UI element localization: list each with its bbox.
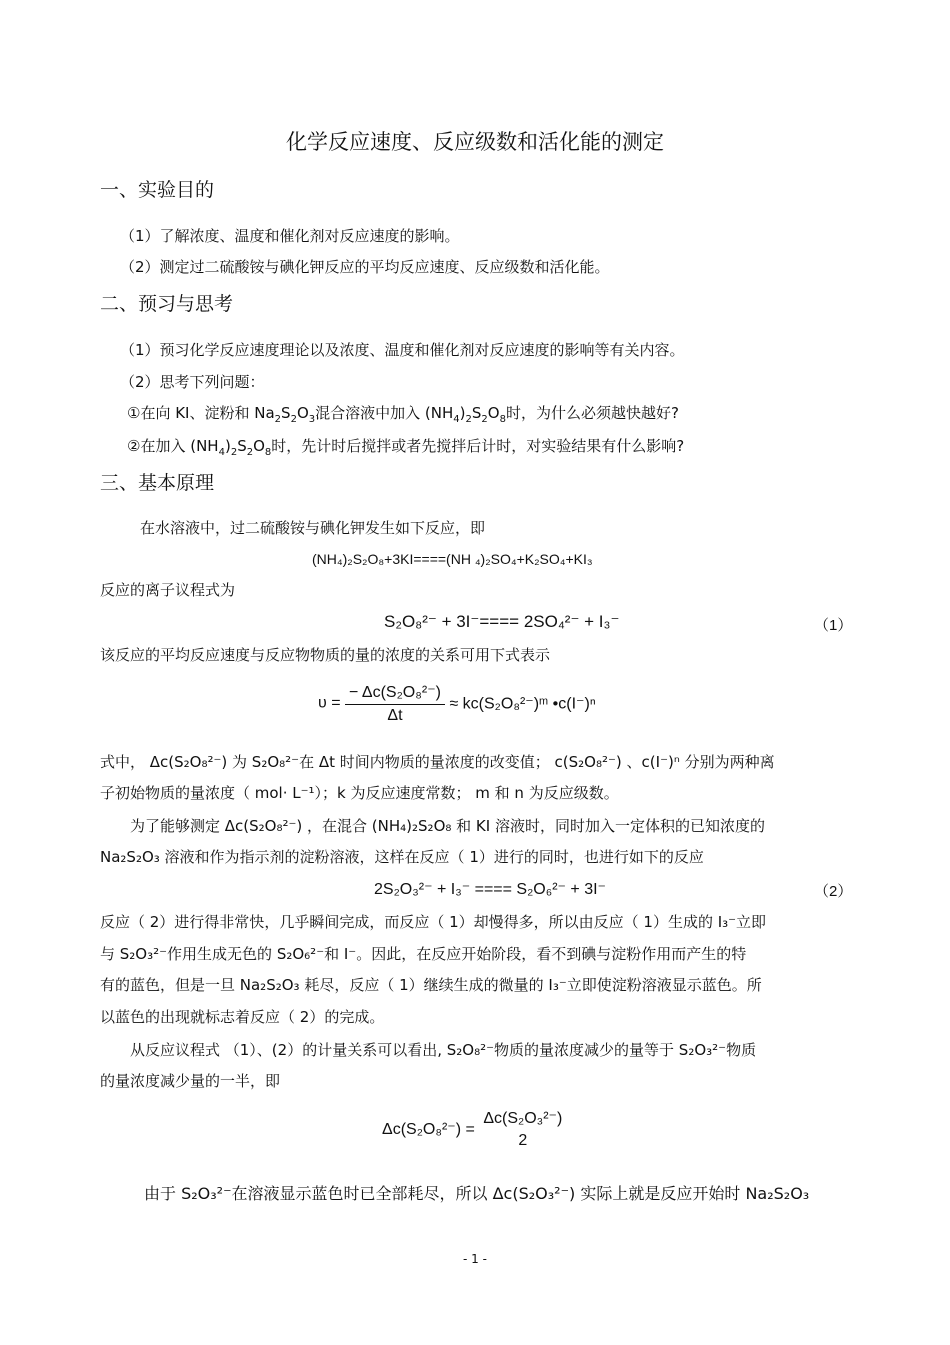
s3-paragraph-6a: 反应（ 2）进行得非常快，几乎瞬间完成，而反应（ 1）却慢得多，所以由反应（ 1）生成的 I₃⁻立即 [100, 913, 767, 931]
rate-fraction: $\frac{\text{− Δc(S₂O₈²⁻)}}{\Delta t}$ [345, 682, 445, 725]
section-3-heading: 三、基本原理 [100, 472, 215, 494]
reaction-equation: (NH₄)₂S₂O₈+3KI====(NH ₄)₂SO₄+K₂SO₄+KI₃ [312, 551, 593, 567]
s3-paragraph-4a: 式中， Δc(S₂O₈²⁻) 为 S₂O₈²⁻在 Δt 时间内物质的量浓度的改变值； c(S₂O₈²⁻) 、c(I⁻)ⁿ 分别为两种离 [100, 753, 775, 771]
s3-paragraph-1: 在水溶液中，过二硫酸铵与碘化钾发生如下反应，即 [140, 519, 486, 537]
s3-paragraph-6b: 与 S₂O₃²⁻作用生成无色的 S₂O₆²⁻和 I⁻。因此，在反应开始阶段，看不到碘与淀粉作用而产生的特 [100, 945, 747, 963]
section-2-heading: 二、预习与思考 [100, 293, 234, 315]
s3-paragraph-3: 该反应的平均反应速度与反应物物质的量的浓度的关系可用下式表示 [100, 646, 551, 664]
equation-number-2: （2） [814, 883, 853, 900]
s2-item-1: （1）预习化学反应速度理论以及浓度、温度和催化剂对反应速度的影响等有关内容。 [120, 341, 685, 359]
s2-item-2: （2）思考下列问题： [120, 373, 265, 391]
s3-paragraph-2: 反应的离子议程式为 [100, 581, 236, 599]
s3-paragraph-6c: 有的蓝色，但是一旦 Na₂S₂O₃ 耗尽，反应（ 1）继续生成的微量的 I₃⁻立即使淀粉溶液显示蓝色。所 [100, 976, 762, 994]
s3-paragraph-6d: 以蓝色的出现就标志着反应（ 2）的完成。 [100, 1008, 385, 1026]
ionic-equation-2: 2S₂O₃²⁻ + I₃⁻ ==== S₂O₆²⁻ + 3I⁻ [374, 881, 606, 898]
s2-question-2: ②在加入 $(NH_4)_2S_2O_8$时，先计时后搅拌或者先搅拌后计时，对实验结果有什么影响? [127, 437, 685, 458]
s1-item-1: （1）了解浓度、温度和催化剂对反应速度的影响。 [120, 227, 460, 245]
equation-number-1: （1） [814, 617, 853, 634]
rate-expression: υ = $\frac{\text{− Δc(S₂O₈²⁻)}}{\Delta t}$ ≈ kc(S₂O₈²⁻)ᵐ •c(I⁻)ⁿ [318, 684, 596, 724]
s3-paragraph-4b: 子初始物质的量浓度（ mol· L⁻¹）；k 为反应速度常数； m 和 n 为反应级数。 [100, 784, 619, 802]
s1-item-2: （2）测定过二硫酸铵与碘化钾反应的平均反应速度、反应级数和活化能。 [120, 258, 610, 276]
s3-paragraph-7a: 从反应议程式 （1）、(2）的计量关系可以看出, S₂O₈²⁻物质的量浓度减少的量等于 S₂O₃²⁻物质 [130, 1041, 757, 1059]
concentration-relation: Δc(S₂O₈²⁻) = Δc(S₂O₃²⁻) 2 [382, 1108, 566, 1150]
s3-paragraph-5a: 为了能够测定 Δc(S₂O₈²⁻) ，在混合 (NH₄)₂S₂O₈ 和 KI 溶液时，同时加入一定体积的已知浓度的 [130, 817, 765, 835]
s2-question-1: ①在向 KI、淀粉和 $Na_2S_2O_3$混合溶液中加入 $(NH_4)_2S_2O_8$时，为什么必须越快越好? [127, 404, 679, 425]
section-1-heading: 一、实验目的 [100, 179, 215, 201]
s3-paragraph-7b: 的量浓度减少量的一半，即 [100, 1072, 281, 1090]
s3-paragraph-5b: Na₂S₂O₃ 溶液和作为指示剂的淀粉溶液，这样在反应（ 1）进行的同时，也进行如下的反应 [100, 848, 704, 866]
relation-fraction: Δc(S₂O₃²⁻) 2 [483, 1110, 563, 1149]
page-title: 化学反应速度、反应级数和活化能的测定 [286, 130, 664, 154]
ionic-equation-1: S₂O₈²⁻ + 3I⁻==== 2SO₄²⁻ + I₃⁻ [384, 612, 620, 631]
s3-paragraph-8: 由于 S₂O₃²⁻在溶液显示蓝色时已全部耗尽，所以 Δc(S₂O₃²⁻) 实际上就是反应开始时 Na₂S₂O₃ [144, 1184, 810, 1203]
page-number: - 1 - [463, 1252, 487, 1266]
